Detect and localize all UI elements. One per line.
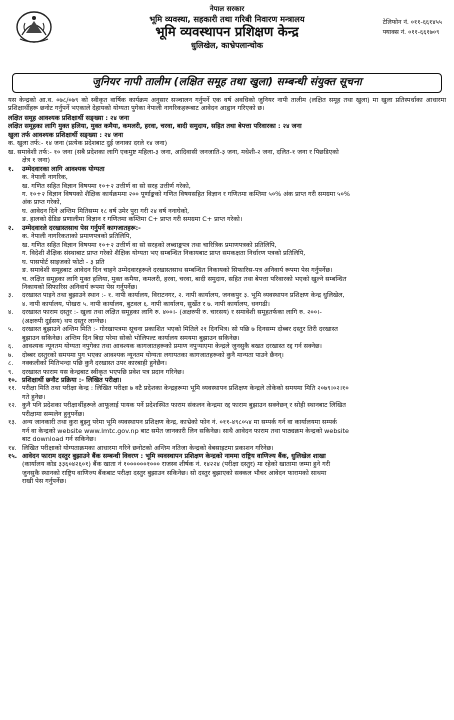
item-number: ७. [8,350,14,359]
notice-line [8,452,446,460]
notice-line [8,342,446,350]
notice-line [8,291,446,299]
item-text: नक्कलीको मितिभन्दा पछि कुनै दरखास्त उपर कारबाही हुनेछैन। [22,359,167,368]
item-text: लिखित परीक्षाको योग्यताक्रमका आधारमा गरिने छनोटको अन्तिम नतिजा केन्द्रको वेबसाइटमा प्रकाशन गरिनेछ। [22,443,274,452]
notice-line: ङ. हालको ग्रेडिङ प्रणालीमा विज्ञान र गणितमा कम्तिमा C+ प्राप्त गरी समग्रमा C+ प्राप्त गरेको। [22,215,243,224]
item-text: कुनै पनि प्रदेशका परीक्षार्थीहरूले आफूलाई पायक पर्ने प्रदेशस्थित फाराम संकलन केन्द्रमा रद्द फाराम बुझाउन सक्नेछन् र सोही स्थानबाट लिखित [22,401,346,410]
item-text: आवेदन फाराम दस्तुर बुझाउने बैंक सम्बन्धी विवरण : भूमि व्यवस्थापन प्रशिक्षण केन्द्रको नाममा राष्ट्रिय वाणिज्य बैंक, धुलिखेल शाखा [22,452,326,461]
notice-line [8,444,446,452]
notice-line: ४. नापी कार्यालय, पोखरा ५. नापी कार्यालय, बुटवल ६. नापी कार्यालय, सुर्खेत र ७. नापी कार्यालय, धनगढी। [22,299,270,308]
notice-title: जुनियर नापी तालीम (लक्षित समूह तथा खुला) सम्बन्धी संयुक्त सूचना [12,73,442,93]
notice-line: परीक्षामा सम्मलेन हुनुपर्नेछ। [22,409,85,418]
item-text: दरखास्त फाराम दस्तुर :- खुला तथा लक्षित समूहका लागि रु. ४००।- (अक्षरुपी रु. चारसय) र समावेशी समूहतर्फका लागि रु. २००।- [22,308,322,317]
notice-line: (कार्यालय कोड ३३६०४२६०१) बैंक खाता नं १००००००१००० राजस्व शीर्षक नं. १४२२४ (परीक्षा दस्तुर) मा रहेको खातामा जम्मा हुने गरी [22,460,330,469]
ministry-line: भूमि व्यवस्था, सहकारी तथा गरिबी निवारण मन्त्रालय [149,14,305,25]
notice-line: (अक्षरुपी दुईसय) थप दस्तुर लाग्नेछ। [22,316,107,325]
item-number: ९. [8,367,14,376]
item-text: दरखास्त फाराम यस केन्द्रबाट स्वीकृत भएपछि प्रवेश पत्र प्रदान गरिनेछ। [22,367,185,376]
item-text: अन्य जानकारी तथा कुरा बुझ्नु परेमा भूमि व्यवस्थापन प्रशिक्षण केन्द्र, काभ्रेको फोन नं. ०११-४९८०५४ मा सम्पर्क गर्न वा कार्यालयमा सम्पर्क [22,418,337,427]
item-text: परीक्षा मिति तथा परीक्षा केन्द्र : लिखित परीक्षा ७ वटै प्रदेशका केन्द्रहरूमा भूमि व्यवस्थापन प्रशिक्षण केन्द्रले तोकेको समयमा मिति २०७९।०२।१० [22,384,349,393]
item-number: ११. [8,384,17,393]
notice-line: ग. विदेशी शैक्षिक संस्थाबाट प्राप्त गरेको शैक्षिक योग्यता भए सम्बन्धित निकायबाट प्राप्त समकक्षता निर्धारण पत्रको प्रतिलिपि, [22,249,306,258]
notice-line [8,325,446,333]
item-number: २. [8,223,14,232]
item-number: १५. [8,452,18,461]
phone-number: टेलिफोन नं. ०११-६६१४५५ [382,19,442,26]
notice-line [8,376,446,384]
item-number: १०. [8,375,18,384]
government-line: नेपाल सरकार [209,5,245,13]
item-text: प्रशिक्षार्थी छनौट प्रक्रिया :- लिखित परीक्षा। [22,375,122,384]
notice-line: घ. आवेदन दिने अन्तिम मितिसम्म १८ वर्ष उमेर पुरा गरी २४ वर्ष ननाघेको, [22,206,190,215]
notice-line [8,165,446,173]
notice-line [8,351,446,359]
notice-line: राखी पेस गर्नुपर्नेछ। [22,477,67,486]
notice-line: बुझाउन सकिनेछ। अन्तिम दिन बिदा परेमा सोको भोलिपल्ट कार्यालय समयमा बुझाउन सकिनेछ। [22,333,240,342]
center-location: धुलिखेल, काभ्रेपलान्चोक [191,41,263,51]
item-number: १३. [8,418,17,427]
item-number: १२. [8,401,17,410]
notice-line: लक्षित समूह आवश्यक प्रशिक्षार्थी सङ्ख्या : २४ जना [8,113,129,122]
notice-line: घ. पासपोर्ट साइजको फोटो - ३ प्रति [22,257,105,266]
notice-line [8,308,446,316]
item-text: उम्मेदवारका लागि आवश्यक योग्यता [22,164,105,173]
notice-line: गर्न वा केन्द्रको website www.lmtc.gov.np बाट समेत जानकारी लिन सकिनेछ। साथै आवेदन फाराम तथा पाठ्यक्रम केन्द्रको website [22,426,349,435]
intro-paragraph: यस केन्द्रको आ.व. ०७८/०७९ को स्वीकृत वार्षिक कार्यक्रम अनुसार सञ्चालन गर्नुपर्ने एक वर्ष अवधिको जुनियर नापी तालीम (लक्षित समूह तथा खुला) मा खुला प्रतिस्पर्धाका आधारमा प्रशिक्षार्थीहरू छनोट गर्नुपर्ने भएकाले देहायको योग्यता पुगेका नेपाली नागरिकहरूबाट आवेदन आह्वान गरिएको छ। [8,96,446,113]
notice-line: क. नेपाली नागरिक, [22,173,68,182]
notice-line: खुला तर्फ आवश्यक प्रशिक्षार्थी सङ्ख्या : २४ जना [8,130,124,139]
notice-line: निकायको सिफारिस अनिवार्य रूपमा पेस गर्नुपर्नेछ। [22,282,138,291]
fax-number: फ्याक्स नं. ०११-६६१७०९ [382,28,440,36]
notice-line: क. नेपाली नागरिकताको प्रमाणपत्रको प्रतिलिपि, [22,232,132,241]
notice-line [8,418,446,426]
notice-line: ख. गणित सहित विज्ञान विषयमा १०+२ उत्तीर्ण वा सो सरह उत्तीर्ण गरेको, [22,181,191,190]
notice-line: जुनसुकै स्थानको राष्ट्रिय वाणिज्य बैंकबाट परीक्षा दस्तुर बुझाउन सकिनेछ। सो दस्तुर बुझाएको सक्कल भौचर आवेदन फारामको साथमा [22,468,327,477]
notice-line [8,368,446,376]
nepal-emblem-icon [14,9,54,45]
notice-line [8,359,446,367]
notice-line [8,224,446,232]
notice-line: ग. १०+२ विज्ञान विषयको शैक्षिक कार्यक्रममा २०० पूर्णाङ्कको गणित विषयसहित विज्ञान र गणितमा कम्तिमा ५०% अंक प्राप्त गरी समग्रमा ५०% [22,189,350,198]
notice-line: बाट download गर्न सकिनेछ। [22,435,96,444]
notice-line: च. लक्षित समूहका लागि मुक्त हलिया, मुक्त कमैया, कमलरी, हरवा, चरवा, बादी समुदाय, सहित तथा बेपत्ता परिवारको भएको खुल्ने सम्बन्धित [22,274,347,283]
item-text: दरखास्त बुझाउने अन्तिम मिति :- गोरखापत्रमा सूचना प्रकाशित भएको मितिले २१ दिनभित्र। सो पछि ७ दिनसम्म दोब्बर दस्तुर तिरी दरखास्त [22,325,338,334]
item-number: १. [8,164,14,173]
item-number: ६. [8,342,14,351]
notice-line: गते हुनेछ। [22,392,46,401]
notice-body [8,114,446,486]
notice-line: ख. समावेशी तर्फ:- १० जना (सबै प्रदेशका लागि एकमुष्ट महिला-३ जना, आदिवासी जनजाति-३ जना, मधेशी-२ जना, दलित-१ जना र पिछडिएको [8,147,339,156]
item-number: ३. [8,291,14,300]
item-number: ४. [8,308,14,317]
notice-line: अंक प्राप्त गरेको, [22,198,62,207]
item-number: १४. [8,443,17,452]
notice-line [8,384,446,392]
contact-info [383,18,442,38]
item-text: दरखास्त पाइने तथा बुझाउने स्थान :- १. नापी कार्यालय, विराटनगर, २. नापी कार्यालय, जनकपुर ३. भूमि व्यवस्थापन प्रशिक्षण केन्द्र धुलिखेल, [22,291,345,300]
item-text: दोब्बर दस्तुरको समयमा पुग भएका आवश्यक न्यूनतम योग्यता लगायतका कागजातहरूको कुनै मान्यता पाउने छैनन्। [22,350,284,359]
notice-line: क्षेत्र १ जना) [22,156,50,165]
item-number: ८. [8,359,14,368]
center-name: भूमि व्यवस्थापन प्रशिक्षण केन्द्र [155,25,299,41]
notice-line: ख. गणित सहित विज्ञान विषयमा १०+२ उत्तीर्ण वा सो सरहको लब्धाङ्कपत्र तथा चारित्रिक प्रमाणपत्रको प्रतिलिपि, [22,240,277,249]
notice-line: लक्षित समूहका लागि मुक्त हलिया, मुक्त कमैया, कमलरी, हरवा, चरवा, बादी समुदाय, सहित तथा बेपत्ता परिवारका : २४ जना [8,122,302,131]
notice-line: ङ. समावेशी समूहबाट आवेदन दिन चाहने उम्मेदवारहरूले दरखास्तसाथ सम्बन्धित निकायको सिफारिस-पत्र अनिवार्य रूपमा पेस गर्नुपर्नेछ। [22,266,333,275]
notice-line [8,401,446,409]
letterhead [8,5,446,71]
item-text: आवश्यक न्यूनतम योग्यता नपुगेका तथा आवश्यक कागजातहरूको प्रमाण नपुऱ्याएमा केन्द्रले जुनसुकै बखत दरखास्त रद्द गर्न सक्नेछ। [22,342,322,351]
item-number: ५. [8,325,14,334]
item-text: उम्मेदवारले दरखास्तसाथ पेस गर्नुपर्ने कागजातहरू:- [22,223,141,232]
notice-line: क. खुला तर्फ:- १४ जना (प्रत्येक प्रदेशबाट दुई जनाका दरले १४ जना) [8,139,168,148]
